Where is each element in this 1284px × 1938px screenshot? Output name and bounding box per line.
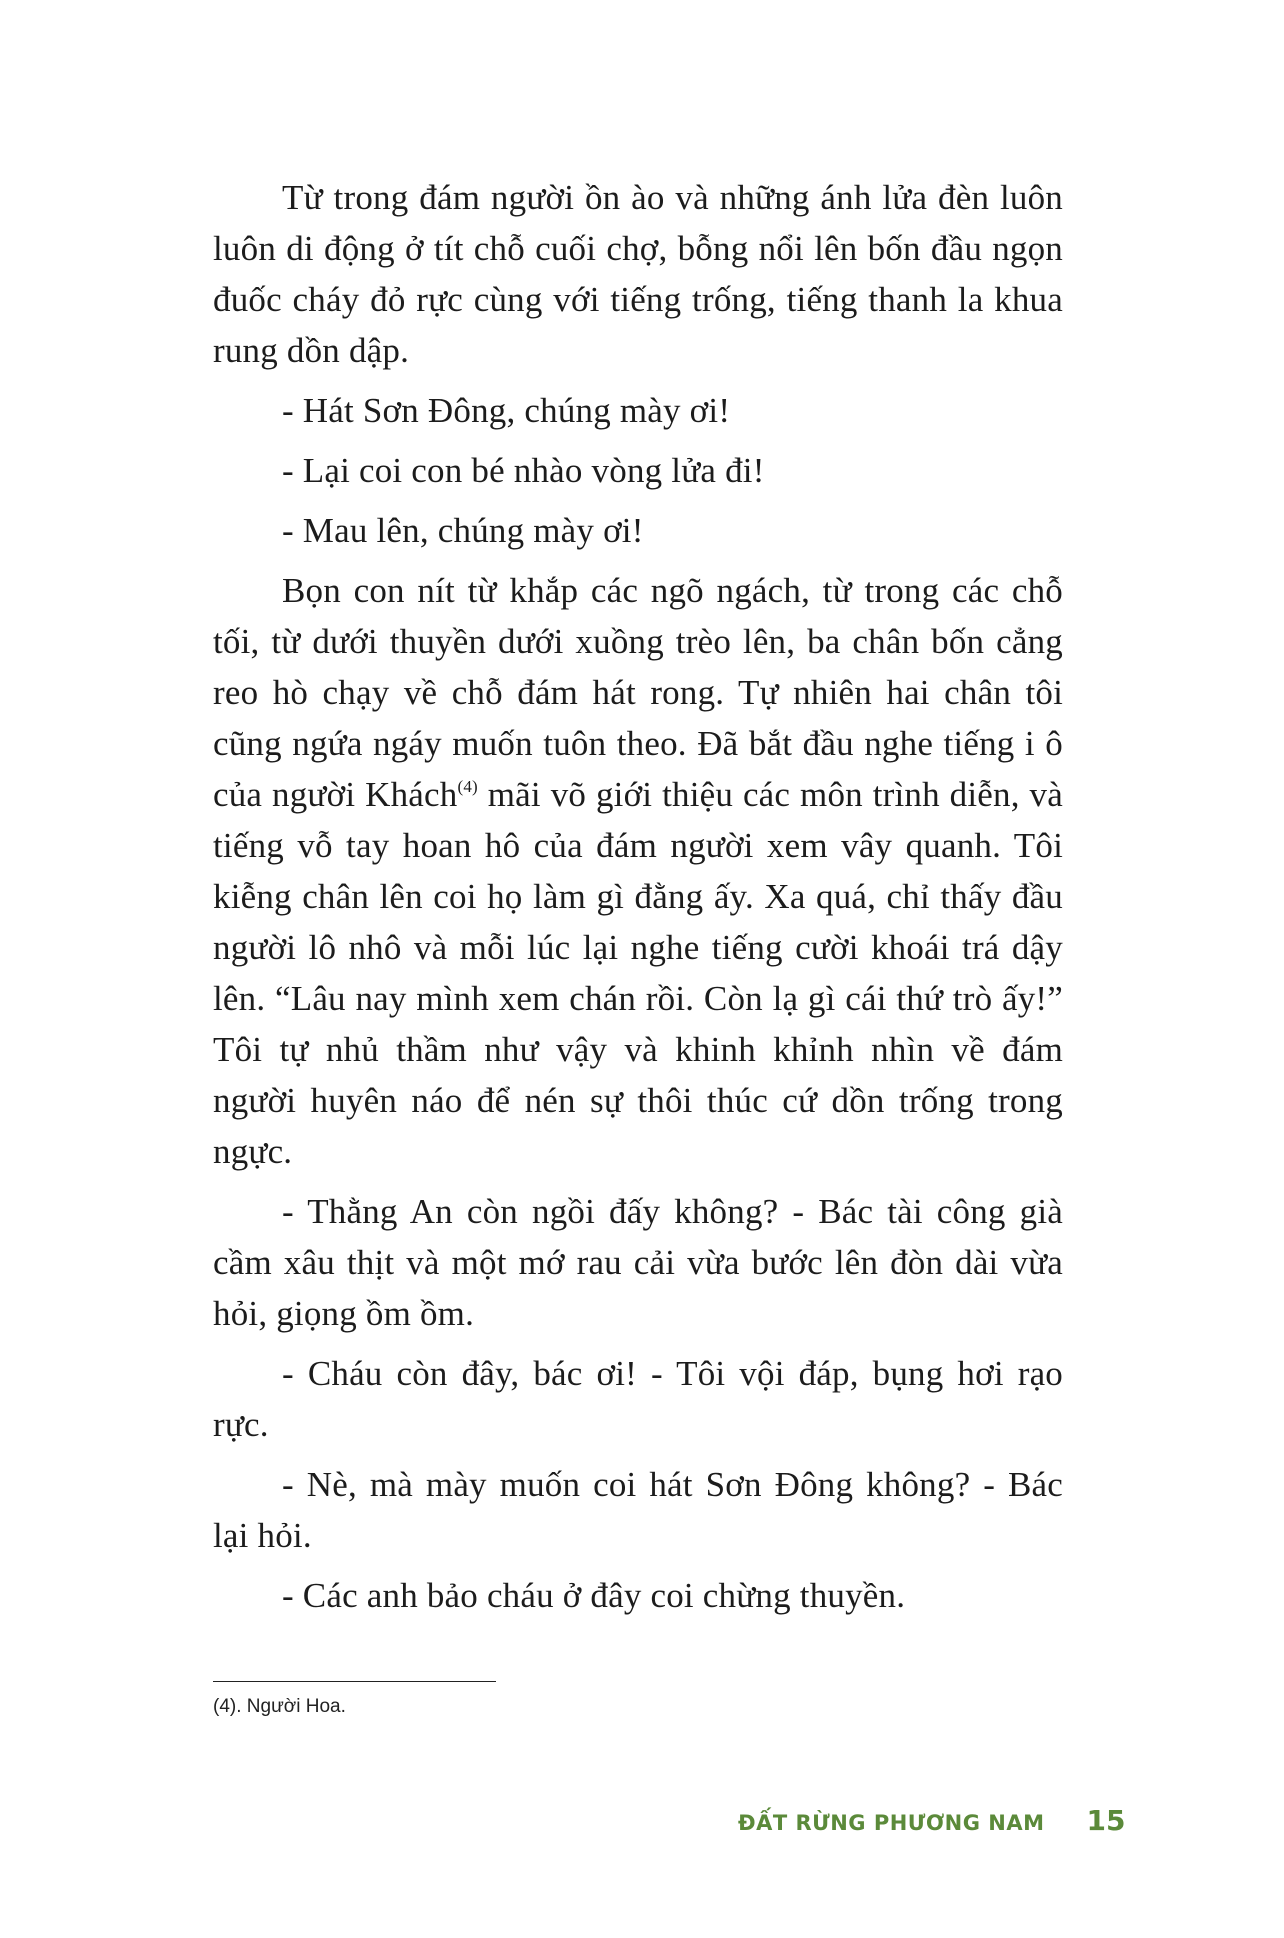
body-text [213, 172, 1063, 1630]
paragraph-text: Bọn con nít từ khắp các ngõ ngách, từ trong các chỗ tối, từ dưới thuyền dưới xuồng trèo lên, ba chân bốn cẳng reo hò chạy về chỗ đám hát rong. Tự nhiên hai chân tôi cũng ngứa ngáy muốn tuôn theo. Đã bắt đầu nghe tiếng i ô của người Khách [213, 571, 1063, 814]
footnote-divider [213, 1681, 496, 1682]
paragraph: Từ trong đám người ồn ào và những ánh lửa đèn luôn luôn di động ở tít chỗ cuối chợ, bỗng nổi lên bốn đầu ngọn đuốc cháy đỏ rực cùng với tiếng trống, tiếng thanh la khua rung dồn dập. [213, 178, 1063, 370]
dialogue-line: - Hát Sơn Đông, chúng mày ơi! [282, 391, 731, 430]
footnote-reference[interactable]: (4) [457, 777, 478, 796]
dialogue-line: - Cháu còn đây, bác ơi! - Tôi vội đáp, bụng hơi rạo rực. [213, 1354, 1063, 1444]
page-number: 15 [1086, 1804, 1126, 1837]
paragraph-text: mãi võ giới thiệu các môn trình diễn, và tiếng vỗ tay hoan hô của đám người xem vây quanh. Tôi kiễng chân lên coi họ làm gì đằng ấy. Xa quá, chỉ thấy đầu người lô nhô và mỗi lúc lại nghe tiếng cười khoái trá dậy lên. “Lâu nay mình xem chán rồi. Còn lạ gì cái thứ trò ấy!” Tôi tự nhủ thầm như vậy và khinh khỉnh nhìn về đám người huyên náo để nén sự thôi thúc cứ dồn trống trong ngực. [213, 775, 1063, 1171]
dialogue-line: - Mau lên, chúng mày ơi! [282, 511, 644, 550]
dialogue-line: - Các anh bảo cháu ở đây coi chừng thuyền. [282, 1576, 906, 1615]
paragraph [213, 565, 1063, 1177]
dialogue-line: - Lại coi con bé nhào vòng lửa đi! [282, 451, 765, 490]
dialogue-line: - Thằng An còn ngồi đấy không? - Bác tài công già cầm xâu thịt và một mớ rau cải vừa bước lên đòn dài vừa hỏi, giọng ồm ồm. [213, 1192, 1063, 1333]
footnote: (4). Người Hoa. [213, 1696, 346, 1717]
book-title: ĐẤT RỪNG PHƯƠNG NAM [738, 1811, 1045, 1835]
dialogue-line: - Nè, mà mày muốn coi hát Sơn Đông không? - Bác lại hỏi. [213, 1465, 1063, 1555]
running-footer [738, 1804, 1126, 1837]
